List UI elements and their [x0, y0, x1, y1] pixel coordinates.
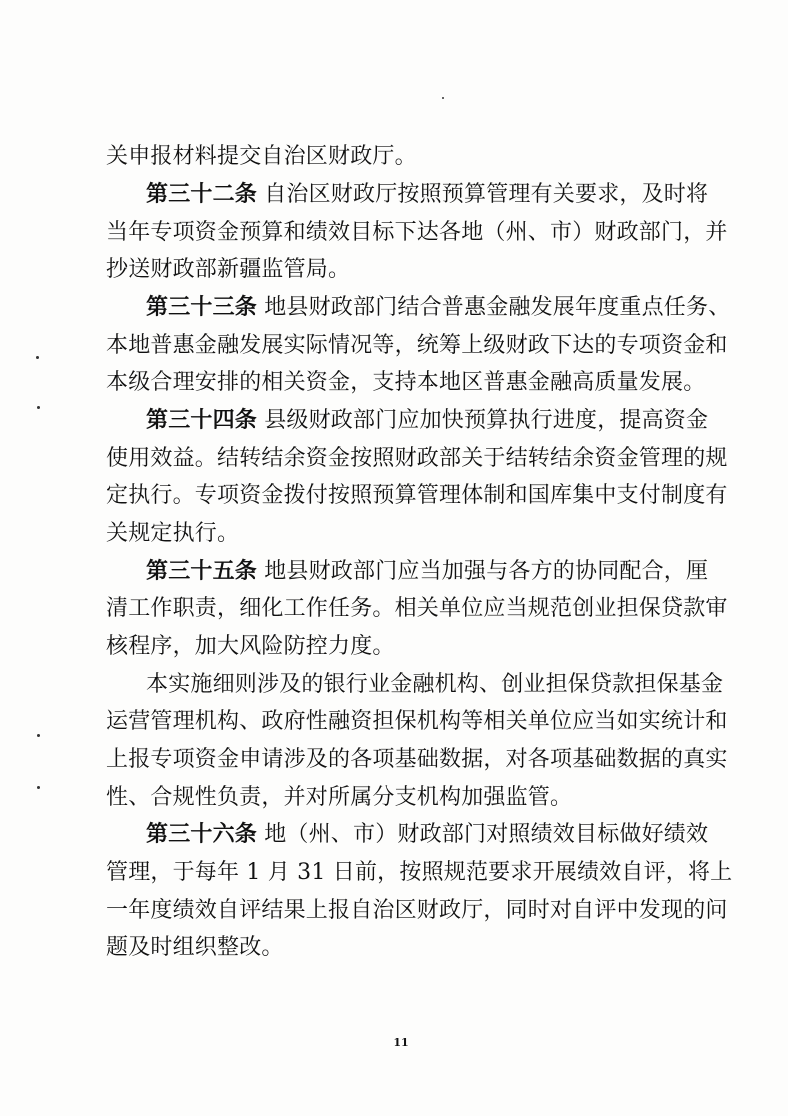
body-line — [106, 595, 728, 623]
line-text: 使用效益。结转结余资金按照财政部关于结转结余资金管理的规 — [106, 446, 728, 471]
body-line — [106, 445, 728, 473]
scan-speck — [36, 356, 39, 359]
body-line — [106, 746, 728, 774]
line-text: 自治区财政厅按照预算管理有关要求，及时将 — [257, 182, 709, 207]
line-text: 地（州、市）财政部门对照绩效目标做好绩效 — [257, 822, 709, 847]
scan-speck — [37, 786, 40, 789]
body-line — [106, 219, 728, 247]
line-text: 一年度绩效自评结果上报自治区财政厅，同时对自评中发现的问 — [106, 898, 728, 923]
article-label: 第三十六条 — [146, 822, 258, 847]
body-line — [106, 859, 732, 887]
body-line — [106, 934, 284, 962]
line-text: 定执行。专项资金拨付按照预算管理体制和国库集中支付制度有 — [106, 483, 728, 508]
line-text: 抄送财政部新疆监管局。 — [106, 257, 351, 282]
line-text: 核程序，加大风险防控力度。 — [106, 634, 395, 659]
line-text: 县级财政部门应加快预算执行进度，提高资金 — [257, 408, 709, 433]
article-label: 第三十四条 — [146, 408, 258, 433]
line-text: 题及时组织整改。 — [106, 935, 284, 960]
body-line — [106, 784, 572, 812]
article-36-line — [146, 821, 708, 849]
body-line — [106, 482, 728, 510]
line-text: 关规定执行。 — [106, 521, 240, 546]
line-text: 本地普惠金融发展实际情况等，统筹上级财政下达的专项资金和 — [106, 333, 728, 358]
scan-speck — [37, 734, 40, 737]
body-line — [106, 143, 417, 171]
line-text: 地县财政部门应当加强与各方的协同配合，厘 — [257, 559, 709, 584]
scan-speck — [37, 406, 40, 409]
article-label: 第三十三条 — [146, 295, 258, 320]
body-line — [106, 897, 728, 925]
body-line — [146, 671, 723, 699]
line-text: 本实施细则涉及的银行业金融机构、创业担保贷款担保基金 — [146, 672, 724, 697]
body-line — [106, 256, 350, 284]
page-number: 11 — [393, 1036, 409, 1049]
line-text: 地县财政部门结合普惠金融发展年度重点任务、 — [257, 295, 731, 320]
article-label: 第三十五条 — [146, 559, 258, 584]
line-text: 性、合规性负责，并对所属分支机构加强监管。 — [106, 785, 573, 810]
line-text: 管理，于每年 1 月 31 日前，按照规范要求开展绩效自评，将上 — [106, 860, 733, 885]
line-text: 清工作职责，细化工作任务。相关单位应当规范创业担保贷款审 — [106, 596, 728, 621]
line-text: 上报专项资金申请涉及的各项基础数据，对各项基础数据的真实 — [106, 747, 728, 772]
line-text: 运营管理机构、政府性融资担保机构等相关单位应当如实统计和 — [106, 709, 728, 734]
body-line — [106, 520, 239, 548]
line-text: 本级合理安排的相关资金，支持本地区普惠金融高质量发展。 — [106, 370, 706, 395]
article-32-line — [146, 181, 708, 209]
article-34-line — [146, 407, 708, 435]
body-line — [106, 633, 395, 661]
article-35-line — [146, 558, 708, 586]
line-text: 关申报材料提交自治区财政厅。 — [106, 144, 417, 169]
article-33-line — [146, 294, 730, 322]
body-line — [106, 369, 705, 397]
article-label: 第三十二条 — [146, 182, 258, 207]
body-line — [106, 708, 728, 736]
line-text: 当年专项资金预算和绩效目标下达各地（州、市）财政部门，并 — [106, 220, 728, 245]
body-line — [106, 332, 728, 360]
scan-speck — [442, 97, 444, 99]
